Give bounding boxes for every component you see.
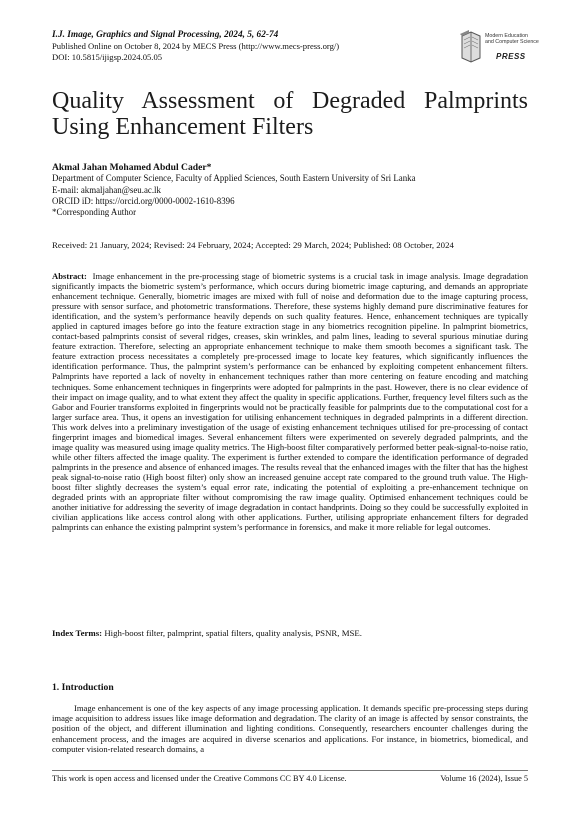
corresponding-note: *Corresponding Author [52, 207, 137, 218]
logo-text: Modern Education and Computer Science [485, 33, 539, 45]
abstract-text: Image enhancement in the pre-processing stage of biometric systems is a crucial task in image analysis. Image degradation significantly impacts the biometric system’s performance, which occurs during biometric image capturing, and demands an appropriate enhancement technique. Generally, biometric images are mixed with full of noise and deformation due to the image capturing process, pressure with sensor surface, and photometric transformations. Therefore, these systems highly demand pure discriminative features for identification, and the system’s performance heavily depends on such quality features. Hence, enhancement techniques are typically applied in captured images before go into the feature extraction stage in any biometrics recognition pipeline. In palmprint biometrics, contact-based palmprints consist of several ridges, creases, skin wrinkles, and palm lines, leading to several spurious minutiae during feature extraction. Therefore, selecting an appropriate enhancement technique to make them smooth becomes a significant task. The feature extraction process necessitates a completely pre-processed image to locate key features, which significantly influences the identification performance. Thus, the palmprint system’s performance can be enhanced by exploiting competent enhancement filters. Palmprints have reported a lack of novelty in enhancement techniques rather than more centering on feature encoding and matching techniques. Some enhancement techniques in fingerprints were adopted for palmprints in the past. However, there is no clear evidence of their impact on image quality, and to what extent they affect the quality in specific applications. Further, frequency level filters such as the Gabor and Fourier transforms exploited in fingerprints would not be practically feasible for palmprints due to the computational cost for a larger surface area. Thus, it opens an investigation for utilising enhancement techniques in degraded palmprints in a different direction. This work delves into a preliminary investigation of the usage of existing enhancement techniques utilised for pre-processing of contact fingerprint images and biomedical images. Several enhancement filters were experimented on severely degraded palmprints, and the image quality was measured using image quality metrics. The High-boost filter comparatively performed better peak-signal-to-noise ratio, while other filters affected the image quality. The experiment is further extended to compare the identification performance of degraded palmprints in the presence and absence of enhanced images. The results reveal that the enhanced images with the filter that has the highest peak signal-to-noise ratio (High boost filter) only show an increased genuine accept rate compared to the ground truth value. The High-boost filter slightly decreases the system’s equal error rate, indicating the potential of exploiting a pre-enhancement technique on degraded prints with an appropriate filter without compromising the raw image quality. Optimised enhancement techniques could be another initiative for addressing the severity of image degradation in contact handprints. Doing so they could be successfully exploited in civilian applications like access control along with other applications. Further, utilising appropriate enhancement filters for degraded palmprints can enhance the existing palmprint system’s performance in forensics, and make it more reliable for legal outcomes. [52, 271, 528, 533]
abstract [52, 271, 528, 532]
doi-line: DOI: 10.5815/ijigsp.2024.05.05 [52, 52, 163, 62]
title-line-1: Quality Assessment of Degraded Palmprints [52, 88, 528, 114]
author-name: Akmal Jahan Mohamed Abdul Cader* [52, 162, 212, 173]
license-text: This work is open access and licensed under the Creative Commons CC BY 4.0 License. [52, 774, 347, 783]
book-icon [458, 30, 484, 64]
footer-divider [52, 770, 528, 771]
author-affiliation: Department of Computer Science, Faculty of Applied Sciences, South Eastern University of Sri Lanka [52, 173, 416, 184]
section-heading: 1. Introduction [52, 682, 114, 693]
author-block [52, 162, 528, 218]
abstract-label: Abstract: [52, 271, 87, 281]
publisher-logo [458, 26, 540, 68]
index-terms-label: Index Terms: [52, 628, 103, 638]
publication-line: Published Online on October 8, 2024 by MECS Press (http://www.mecs-press.org/) [52, 41, 340, 51]
journal-citation: I.J. Image, Graphics and Signal Processing, 2024, 5, 62-74 [52, 30, 279, 40]
index-terms-text: High-boost filter, palmprint, spatial filters, quality analysis, PSNR, MSE. [104, 628, 362, 638]
author-orcid: ORCID iD: https://orcid.org/0000-0002-1610-8396 [52, 195, 235, 206]
paper-title [52, 88, 528, 140]
introduction-text: Image enhancement is one of the key aspects of any image processing application. It demands specific pre-processing steps during image acquisition to address issues like image deformation and degradation. The clarity of an image is affected by sensor constraints, the position of the object, and different illumination and lighting conditions. Consequently, researchers encounter challenges during the enhancement process, and the images are acquired in diverse scenarios and applications. For instance, in biometrics, biomedical, and computer vision-related research domains, a [52, 703, 528, 754]
logo-press-text: PRESS [496, 52, 526, 61]
author-email: E-mail: akmaljahan@seu.ac.lk [52, 184, 161, 195]
volume-text: Volume 16 (2024), Issue 5 [440, 774, 528, 783]
title-line-2: Using Enhancement Filters [52, 114, 314, 140]
journal-header [52, 29, 472, 63]
page-footer [52, 774, 528, 783]
submission-dates: Received: 21 January, 2024; Revised: 24 February, 2024; Accepted: 29 March, 2024; Published: 08 October, 2024 [52, 240, 454, 250]
index-terms [52, 628, 528, 639]
